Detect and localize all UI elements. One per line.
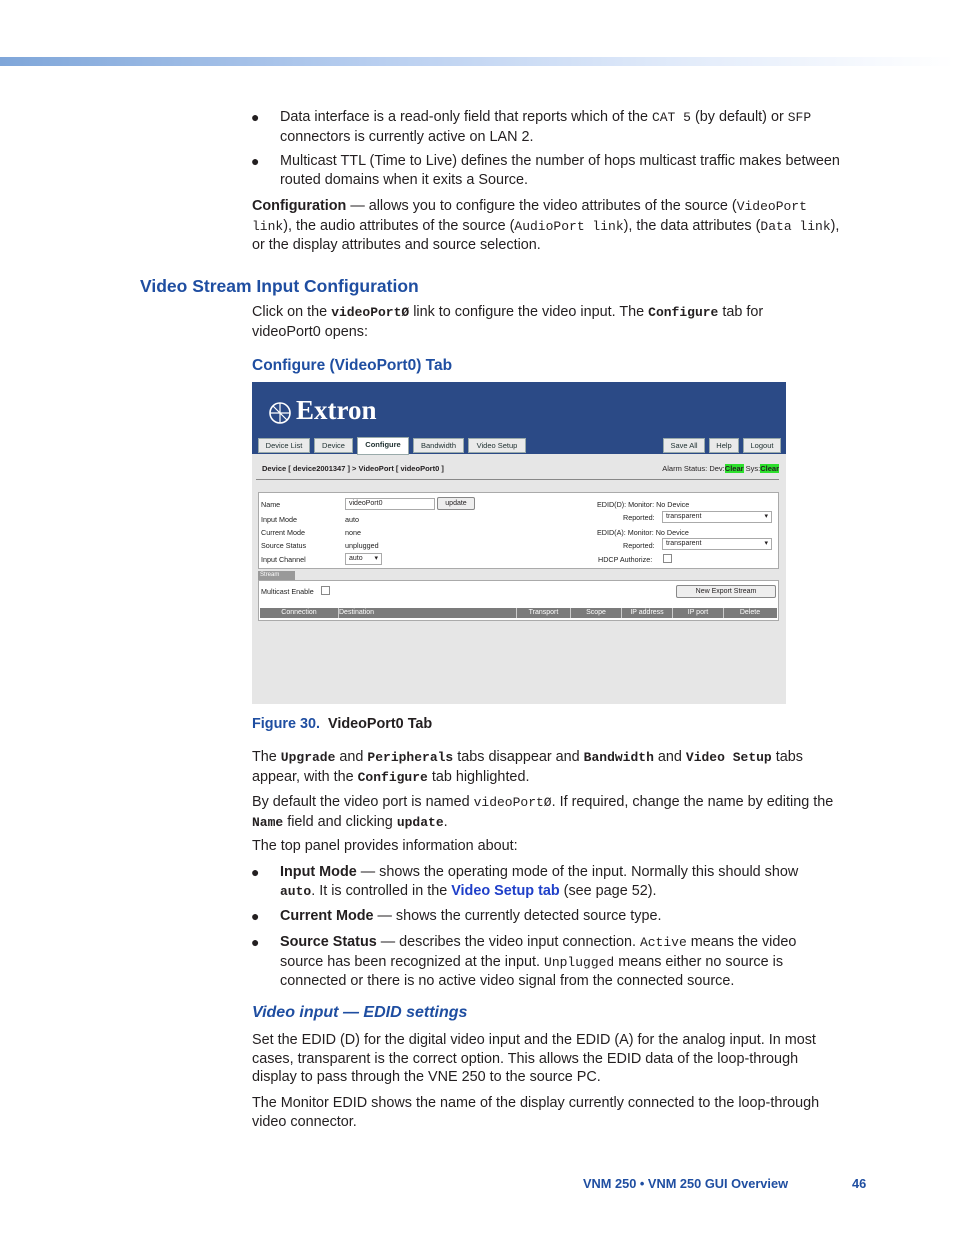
edid-a-monitor: EDID(A): Monitor: No Device	[597, 528, 689, 537]
input-mode-value: auto	[345, 515, 359, 524]
input-channel-label: Input Channel	[261, 555, 306, 564]
configuration-paragraph: Configuration — allows you to configure the video attributes of the source (VideoPort link), the audio attributes of the source (AudioPort link), the data attributes (Data link), or the display attributes and source selection.	[252, 198, 840, 253]
source-status-label: Source Status	[261, 541, 307, 550]
edid-a-select[interactable]: transparent ▾	[662, 538, 772, 550]
tab-device[interactable]: Device	[314, 438, 353, 453]
edid-d-monitor: EDID(D): Monitor: No Device	[597, 500, 690, 509]
source-status-value: unplugged	[345, 541, 379, 550]
subsection-title: Configure (VideoPort0) Tab	[252, 357, 453, 374]
header-gradient-bar	[0, 57, 954, 66]
stream-panel	[258, 580, 779, 621]
new-export-stream-button[interactable]: New Export Stream	[676, 585, 776, 598]
name-label: Name	[261, 500, 281, 509]
edid-paragraph-2: The Monitor EDID shows the name of the display currently connected to the loop-through video connector.	[252, 1095, 820, 1130]
name-input[interactable]: videoPort0	[345, 498, 435, 510]
bullet-icon: ●	[251, 864, 260, 880]
extron-logo-icon	[267, 400, 293, 426]
bullet-source-status: Source Status — describes the video input connection. Active means the video source has been recognized at the input. Unplugged means either no source is connected or there is no active video signal from the connected source.	[280, 934, 797, 989]
edid-paragraph-1: Set the EDID (D) for the digital video input and the EDID (A) for the analog input. In most cases, transparent is the correct option. This allows the EDID data of the loop-through display to pass through the VNE 250 to the source PC.	[252, 1032, 816, 1085]
column-header: IP address	[622, 608, 673, 618]
bullet-input-mode: Input Mode — shows the operating mode of the input. Normally this should show auto. It is controlled in the Video Setup tab (see page 52).	[280, 864, 799, 899]
figure-caption: Figure 30. VideoPort0 Tab	[252, 716, 433, 732]
bullet-multicast-ttl: Multicast TTL (Time to Live) defines the number of hops multicast traffic makes between routed domains when it exits a Source.	[280, 153, 840, 188]
multicast-checkbox[interactable]	[321, 586, 330, 595]
extron-logo: Extron	[267, 395, 377, 426]
bullet-icon: ●	[251, 153, 260, 169]
section-title: Video Stream Input Configuration	[140, 276, 419, 296]
edid-settings-title: Video input — EDID settings	[252, 1004, 468, 1021]
video-port-panel	[258, 492, 779, 569]
input-channel-select[interactable]: auto ▾	[345, 553, 382, 565]
column-header: Scope	[571, 608, 622, 618]
current-mode-label: Current Mode	[261, 528, 305, 537]
tabs-paragraph: The Upgrade and Peripherals tabs disappear and Bandwidth and Video Setup tabs appear, with the Configure tab highlighted.	[252, 749, 803, 785]
breadcrumb-bar	[256, 459, 779, 480]
app-header	[252, 382, 786, 454]
intro-paragraph: Click on the videoPortØ link to configure the video input. The Configure tab for videoPort0 opens:	[252, 304, 764, 340]
bullet-icon: ●	[251, 934, 260, 950]
footer-title: VNM 250 • VNM 250 GUI Overview	[583, 1176, 789, 1191]
stream-label: Stream	[258, 571, 295, 580]
current-mode-value: none	[345, 528, 361, 537]
reported-label: Reported:	[623, 513, 655, 522]
hdcp-checkbox[interactable]	[663, 554, 672, 563]
tab-video-setup[interactable]: Video Setup	[468, 438, 526, 453]
column-header: Connection	[260, 608, 339, 618]
help-button[interactable]: Help	[709, 438, 739, 453]
video-setup-tab-link[interactable]: Video Setup tab	[451, 882, 560, 899]
multicast-label: Multicast Enable	[261, 587, 314, 596]
hdcp-label: HDCP Authorize:	[598, 555, 653, 564]
logout-button[interactable]: Logout	[743, 438, 781, 453]
tab-configure[interactable]: Configure	[357, 437, 409, 455]
reported-label: Reported:	[623, 541, 655, 550]
videoport-screenshot	[252, 382, 786, 704]
edid-d-select[interactable]: transparent ▾	[662, 511, 772, 523]
top-panel-intro: The top panel provides information about:	[252, 838, 518, 854]
bullet-icon: ●	[251, 908, 260, 924]
alarm-status: Alarm Status: Dev:Clear Sys:Clear	[662, 464, 779, 473]
bullet-icon: ●	[251, 109, 260, 125]
column-header: Transport	[517, 608, 571, 618]
breadcrumb[interactable]: Device [ device2001347 ] > VideoPort [ videoPort0 ]	[262, 464, 444, 473]
save-all-button[interactable]: Save All	[663, 438, 705, 453]
bullet-data-interface: Data interface is a read-only field that reports which of the CAT 5 (by default) or SFP connectors is currently active on LAN 2.	[280, 109, 812, 145]
page-number: 46	[852, 1176, 867, 1191]
column-header: Delete	[739, 609, 761, 616]
default-name-paragraph: By default the video port is named videoPortØ. If required, change the name by editing the Name field and clicking update.	[252, 794, 834, 830]
column-header: Destination	[339, 608, 517, 618]
stream-table-header	[260, 608, 777, 618]
tab-bandwidth[interactable]: Bandwidth	[413, 438, 464, 453]
input-mode-label: Input Mode	[261, 515, 297, 524]
column-header: IP port	[673, 608, 724, 618]
bullet-current-mode: Current Mode — shows the currently detected source type.	[280, 908, 662, 924]
update-button[interactable]: update	[437, 497, 475, 510]
tab-device-list[interactable]: Device List	[258, 438, 310, 453]
